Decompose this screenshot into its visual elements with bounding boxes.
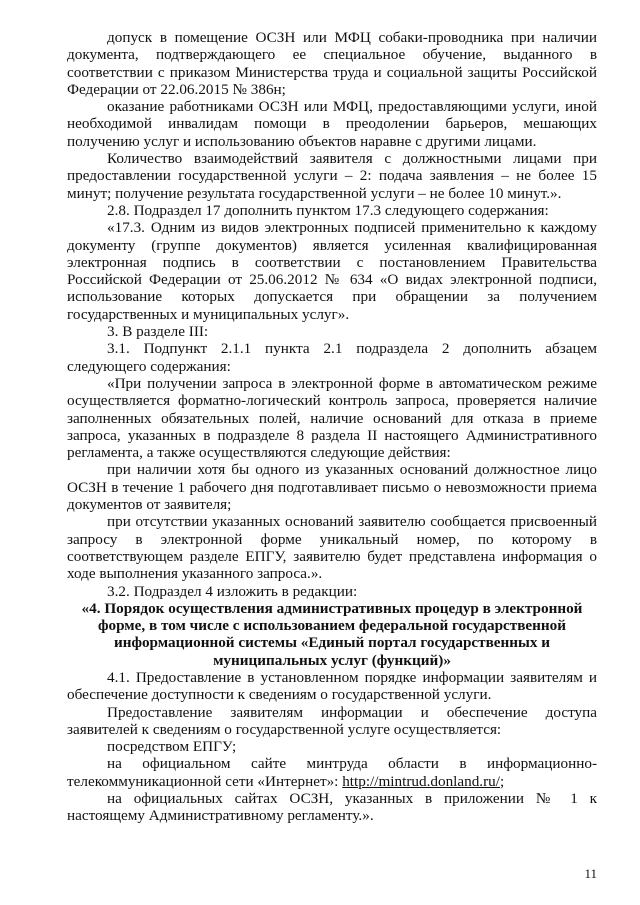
page-number: 11 bbox=[584, 866, 597, 881]
paragraph-no-grounds: при отсутствии указанных оснований заявителю сообщается присвоенный запросу в электронной форме уникальный номер, по которому в соответствующем разделе ЕПГУ, заявителю будет представлена информация о ходе выполнения указанного запроса.». bbox=[67, 513, 597, 583]
heading-text: 4. Порядок осуществления административных процедур в электронной форме, в том числе с использованием федеральной государственной информационной системы «Единый портал государственных и муниципальных услуг (функций)» bbox=[89, 599, 583, 669]
paragraph-epgu: посредством ЕПГУ; bbox=[107, 738, 237, 756]
paragraph-official-site bbox=[67, 755, 597, 790]
paragraph-staff-assistance: оказание работниками ОСЗН или МФЦ, предоставляющими услуги, иной необходимой инвалидам помощи в преодолении барьеров, мешающих получению услуг и использованию объектов наравне с другими лицами. bbox=[67, 98, 597, 150]
site-text: на официальном сайте минтруда области в информационно-телекоммуникационной сети «Интернет»: bbox=[67, 755, 597, 790]
paragraph-17-3: «17.3. Одним из видов электронных подписей применительно к каждому документу (группе документов) является усиленная квалифицированная электронная подпись в соответствии с постановлением Правительства Российской Федерации от 25.06.2012 № 634 «О видах электронной подписи, использование которых допускается при обращении за получением государственных и муниципальных услуг». bbox=[67, 219, 597, 323]
heading-quote: « bbox=[81, 599, 90, 617]
paragraph-interactions-count: Количество взаимодействий заявителя с должностными лицами при предоставлении государственной услуги – 2: подача заявления – не более 15 минут; получение результата государственной услуги – не более 10 минут.». bbox=[67, 150, 597, 202]
paragraph-refusal-grounds: при наличии хотя бы одного из указанных оснований должностное лицо ОСЗН в течение 1 рабочего дня подготавливает письмо о невозможности приема документов от заявителя; bbox=[67, 461, 597, 514]
document-body bbox=[67, 29, 597, 825]
paragraph-info-access: Предоставление заявителям информации и обеспечение доступа заявителей к сведениям о государственной услуге осуществляется: bbox=[67, 703, 597, 738]
paragraph-3-2: 3.2. Подраздел 4 изложить в редакции: bbox=[107, 582, 358, 600]
paragraph-electronic-request: «При получении запроса в электронной форме в автоматическом режиме осуществляется форматно-логический контроль запроса, проверяется наличие заполненных обязательных полей, наличие оснований для отказа в приеме запроса, указанных в подразделе 8 раздела II настоящего Административного регламента, а также осуществляются следующие действия: bbox=[67, 374, 597, 462]
paragraph-oszn-sites: на официальных сайтах ОСЗН, указанных в приложении № 1 к настоящему Административному регламенту.». bbox=[67, 790, 597, 825]
paragraph-3: 3. В разделе III: bbox=[107, 323, 209, 341]
section-heading bbox=[67, 600, 597, 669]
paragraph-4-1: 4.1. Предоставление в установленном порядке информации заявителям и обеспечение доступности к сведениям о государственной услуги. bbox=[67, 668, 597, 704]
site-link[interactable]: http://mintrud.donland.ru/ bbox=[342, 772, 500, 790]
paragraph-guide-dog: допуск в помещение ОСЗН или МФЦ собаки-проводника при наличии документа, подтверждающего ее специальное обучение, выданного в соответствии с приказом Министерства труда и социальной защиты Российской Федерации от 22.06.2015 № 386н; bbox=[67, 29, 597, 98]
paragraph-3-1: 3.1. Подпункт 2.1.1 пункта 2.1 подраздела 2 дополнить абзацем следующего содержания: bbox=[67, 340, 597, 375]
paragraph-2-8: 2.8. Подраздел 17 дополнить пунктом 17.3 следующего содержания: bbox=[107, 201, 549, 219]
site-text-end: ; bbox=[499, 772, 505, 790]
